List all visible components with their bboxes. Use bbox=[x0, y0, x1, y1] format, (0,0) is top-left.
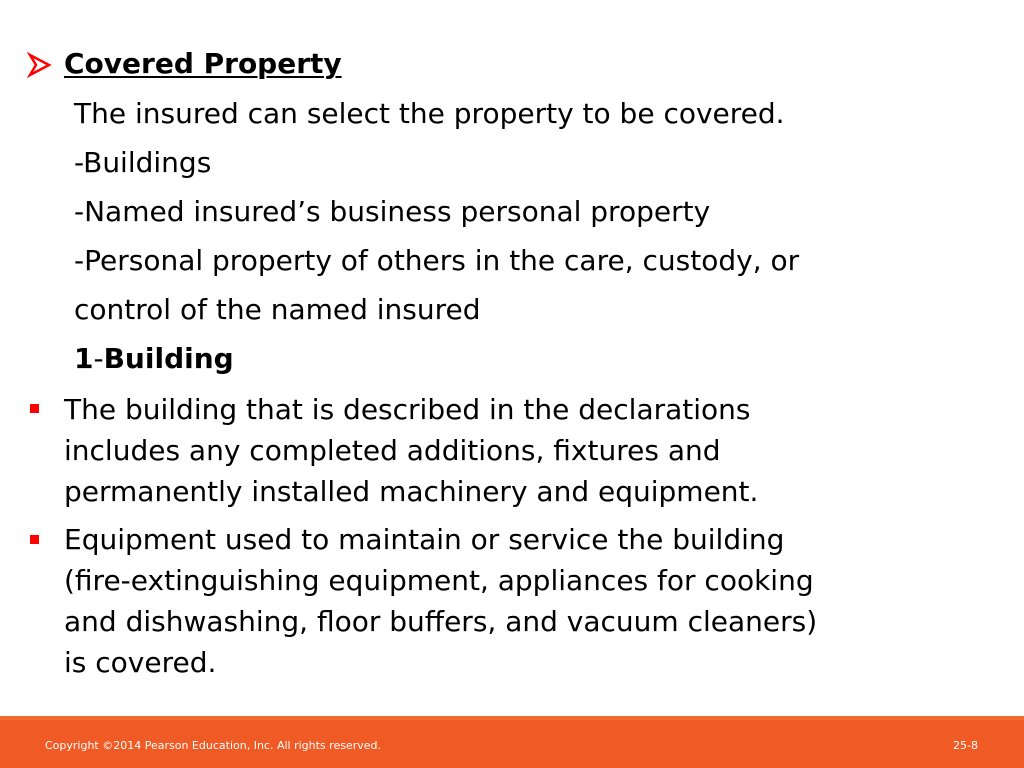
subheading-text: Building bbox=[103, 342, 234, 375]
bullet-line: and dishwashing, floor buffers, and vacuum cleaners) bbox=[64, 605, 818, 638]
bullet-item-building bbox=[64, 389, 758, 512]
section-heading: Covered Property bbox=[64, 47, 342, 80]
square-bullet-icon bbox=[30, 404, 39, 413]
subheading-number: 1 bbox=[74, 342, 94, 375]
subheading bbox=[74, 342, 234, 376]
subheading-dash: - bbox=[93, 342, 104, 375]
footer-bar bbox=[0, 716, 1024, 768]
bullet-item-equipment bbox=[64, 519, 817, 683]
copyright-text: Copyright ©2014 Pearson Education, Inc. All rights reserved. bbox=[45, 739, 381, 752]
bullet-line: Equipment used to maintain or service the building bbox=[64, 523, 785, 556]
bullet-line: is covered. bbox=[64, 646, 217, 679]
intro-line: The insured can select the property to be covered. bbox=[74, 97, 785, 130]
slide-number: 25-8 bbox=[953, 739, 978, 752]
list-item-others-property: -Personal property of others in the care, custody, or bbox=[74, 244, 800, 277]
bullet-line: The building that is described in the declarations bbox=[64, 393, 751, 426]
arrow-bullet-icon bbox=[27, 51, 53, 79]
list-item-buildings: -Buildings bbox=[74, 146, 212, 179]
bullet-line: permanently installed machinery and equipment. bbox=[64, 475, 759, 508]
list-item-business-property: -Named insured’s business personal property bbox=[74, 195, 711, 228]
bullet-line: includes any completed additions, fixtures and bbox=[64, 434, 721, 467]
bullet-line: (fire-extinguishing equipment, appliances for cooking bbox=[64, 564, 814, 597]
square-bullet-icon bbox=[30, 535, 39, 544]
list-item-others-property-cont: control of the named insured bbox=[74, 293, 481, 326]
